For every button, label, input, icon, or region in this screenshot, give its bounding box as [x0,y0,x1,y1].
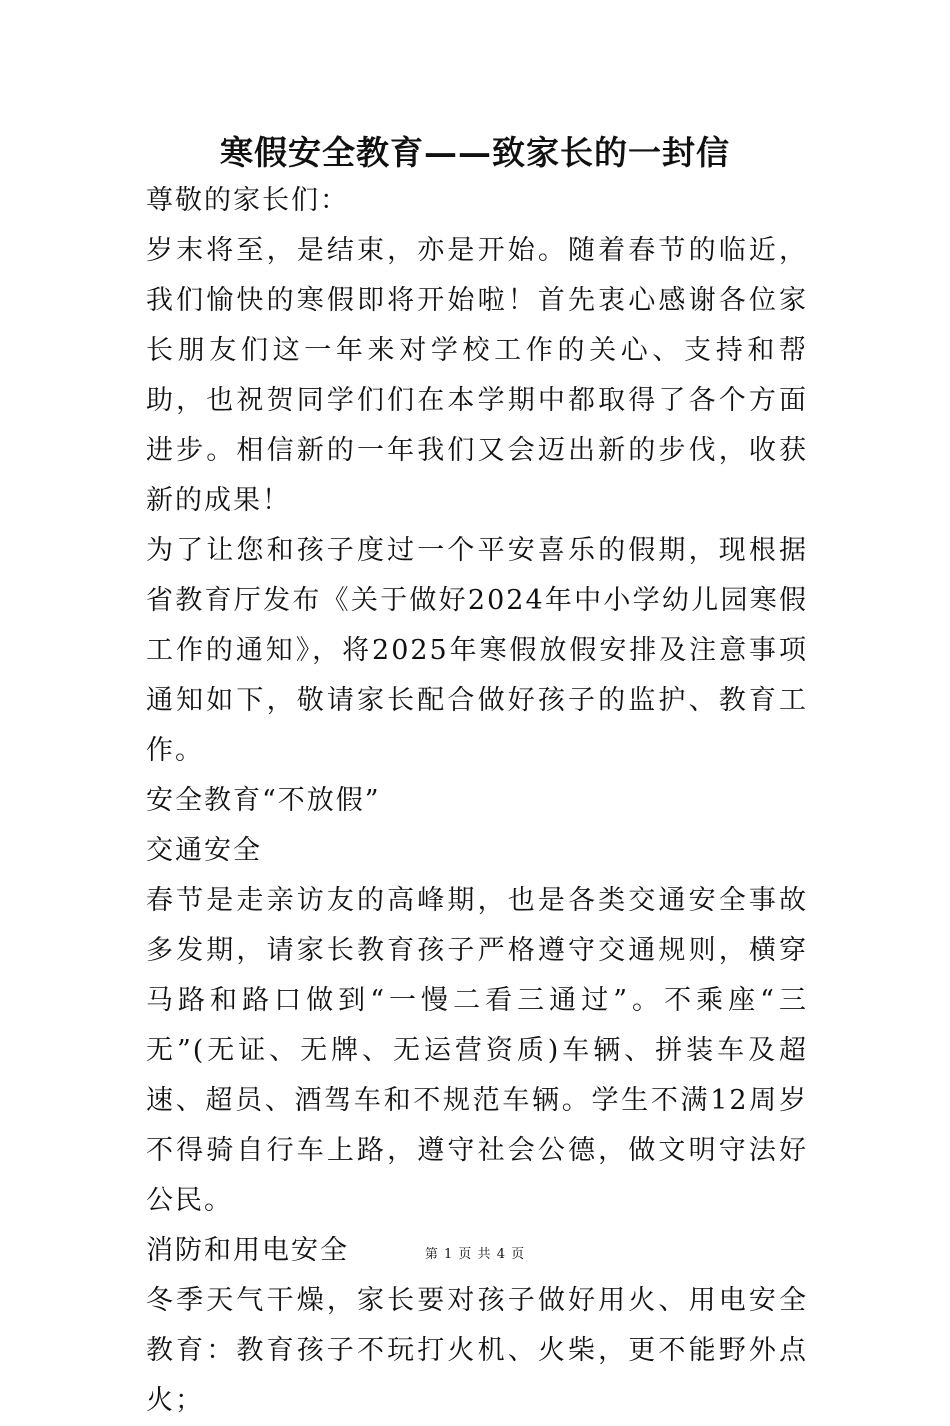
paragraph-intro: 岁末将至，是结束，亦是开始。随着春节的临近，我们愉快的寒假即将开始啦！首先衷心感谢各位家长朋友们这一年来对学校工作的关心、支持和帮助，也祝贺同学们们在本学期中都取得了各个方面进步。相信新的一年我们又会迈出新的步伐，收获新的成果！ [146,235,808,516]
page-footer: 第 1 页 共 4 页 [424,1247,526,1262]
section-heading-fire: 消防和用电安全 [146,1235,349,1266]
section-heading-traffic: 交通安全 [146,835,262,866]
paragraph-traffic: 春节是走亲访友的高峰期，也是各类交通安全事故多发期，请家长教育孩子严格遵守交通规则，横穿马路和路口做到“一慢二看三通过”。不乘座“三无”(无证、无牌、无运营资质)车辆、拼装车及超速、超员、酒驾车和不规范车辆。学生不满12周岁不得骑自行车上路，遵守社会公德，做文明守法好公民。 [146,885,808,1216]
salutation: 尊敬的家长们： [146,185,349,216]
paragraph-fire: 冬季天气干燥，家长要对孩子做好用火、用电安全教育：教育孩子不玩打火机、火柴，更不能野外点火； [146,1285,808,1416]
section-heading-safety: 安全教育“不放假” [146,785,381,816]
document-title: 寒假安全教育——致家长的一封信 [220,133,730,172]
paragraph-notice: 为了让您和孩子度过一个平安喜乐的假期，现根据省教育厅发布《关于做好2024年中小学幼儿园寒假工作的通知》，将2025年寒假放假安排及注意事项通知如下，敬请家长配合做好孩子的监护、教育工作。 [146,535,808,766]
document-body [146,176,808,1426]
